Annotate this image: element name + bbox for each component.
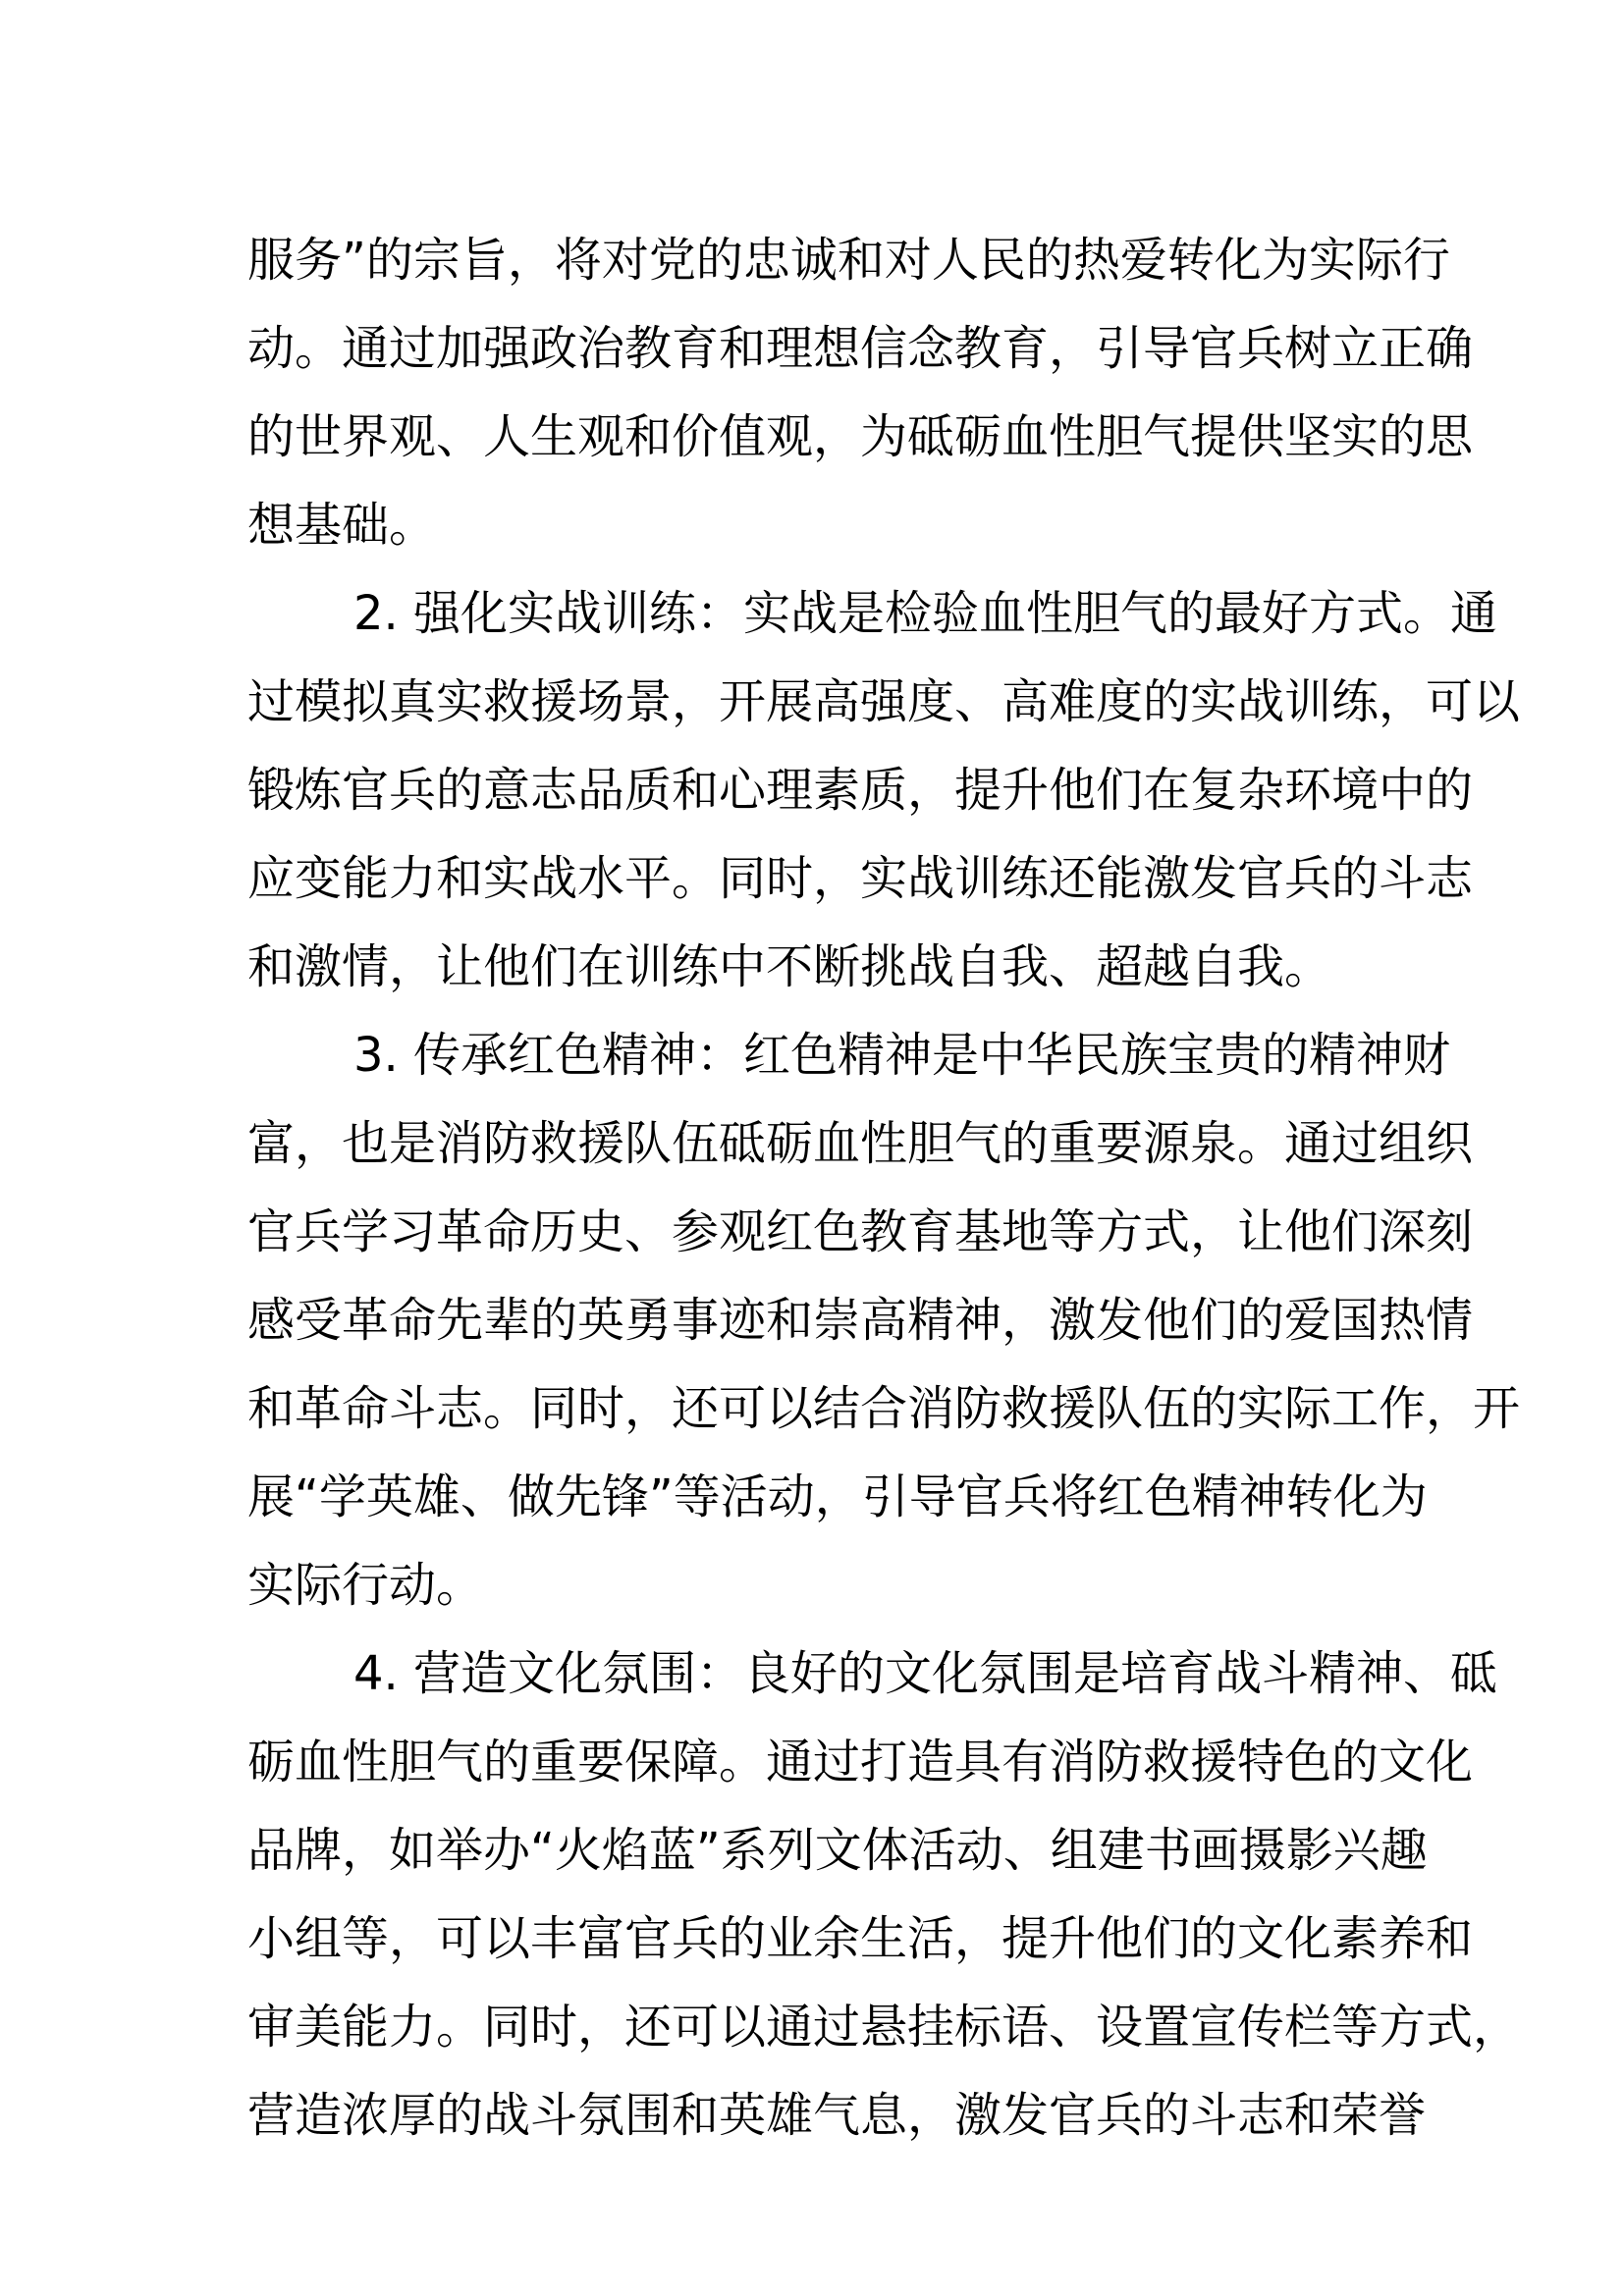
text-line: 展“学英雄、做先锋”等活动，引导官兵将红色精神转化为 xyxy=(247,1469,1428,1524)
text-line: 感受革命先辈的英勇事迹和崇高精神，激发他们的爱国热情 xyxy=(247,1293,1474,1348)
body-text xyxy=(247,216,1521,2160)
text-line: 动。通过加强政治教育和理想信念教育，引导官兵树立正确 xyxy=(247,321,1474,376)
text-line: 和激情，让他们在训练中不断挑战自我、超越自我。 xyxy=(247,939,1332,994)
text-line: 官兵学习革命历史、参观红色教育基地等方式，让他们深刻 xyxy=(247,1204,1474,1259)
paragraph-2-heading-line: 2. 强化实战训练：实战是检验血性胆气的最好方式。通 xyxy=(353,586,1498,641)
text-line: 锻炼官兵的意志品质和心理素质，提升他们在复杂环境中的 xyxy=(247,763,1474,818)
text-line: 过模拟真实救援场景，开展高强度、高难度的实战训练，可以 xyxy=(247,674,1521,729)
text-line: 服务”的宗旨，将对党的忠诚和对人民的热爱转化为实际行 xyxy=(247,233,1450,288)
text-line: 的世界观、人生观和价值观，为砥砺血性胆气提供坚实的思 xyxy=(247,409,1474,464)
text-line: 审美能力。同时，还可以通过悬挂标语、设置宣传栏等方式， xyxy=(247,2000,1521,2055)
text-line: 想基础。 xyxy=(247,498,437,553)
text-line: 应变能力和实战水平。同时，实战训练还能激发官兵的斗志 xyxy=(247,851,1474,906)
paragraph-3-heading-line: 3. 传承红色精神：红色精神是中华民族宝贵的精神财 xyxy=(353,1028,1451,1083)
text-line: 小组等，可以丰富官兵的业余生活，提升他们的文化素养和 xyxy=(247,1911,1474,1966)
paragraph-4-heading-line: 4. 营造文化氛围：良好的文化氛围是培育战斗精神、砥 xyxy=(353,1646,1498,1701)
text-line: 品牌，如举办“火焰蓝”系列文体活动、组建书画摄影兴趣 xyxy=(247,1823,1428,1878)
text-line: 和革命斗志。同时，还可以结合消防救援队伍的实际工作，开 xyxy=(247,1381,1521,1436)
text-line: 实际行动。 xyxy=(247,1558,484,1613)
text-line: 营造浓厚的战斗氛围和英雄气息，激发官兵的斗志和荣誉 xyxy=(247,2088,1427,2143)
text-line: 富，也是消防救援队伍砥砺血性胆气的重要源泉。通过组织 xyxy=(247,1116,1474,1171)
text-line: 砺血性胆气的重要保障。通过打造具有消防救援特色的文化 xyxy=(247,1735,1474,1789)
